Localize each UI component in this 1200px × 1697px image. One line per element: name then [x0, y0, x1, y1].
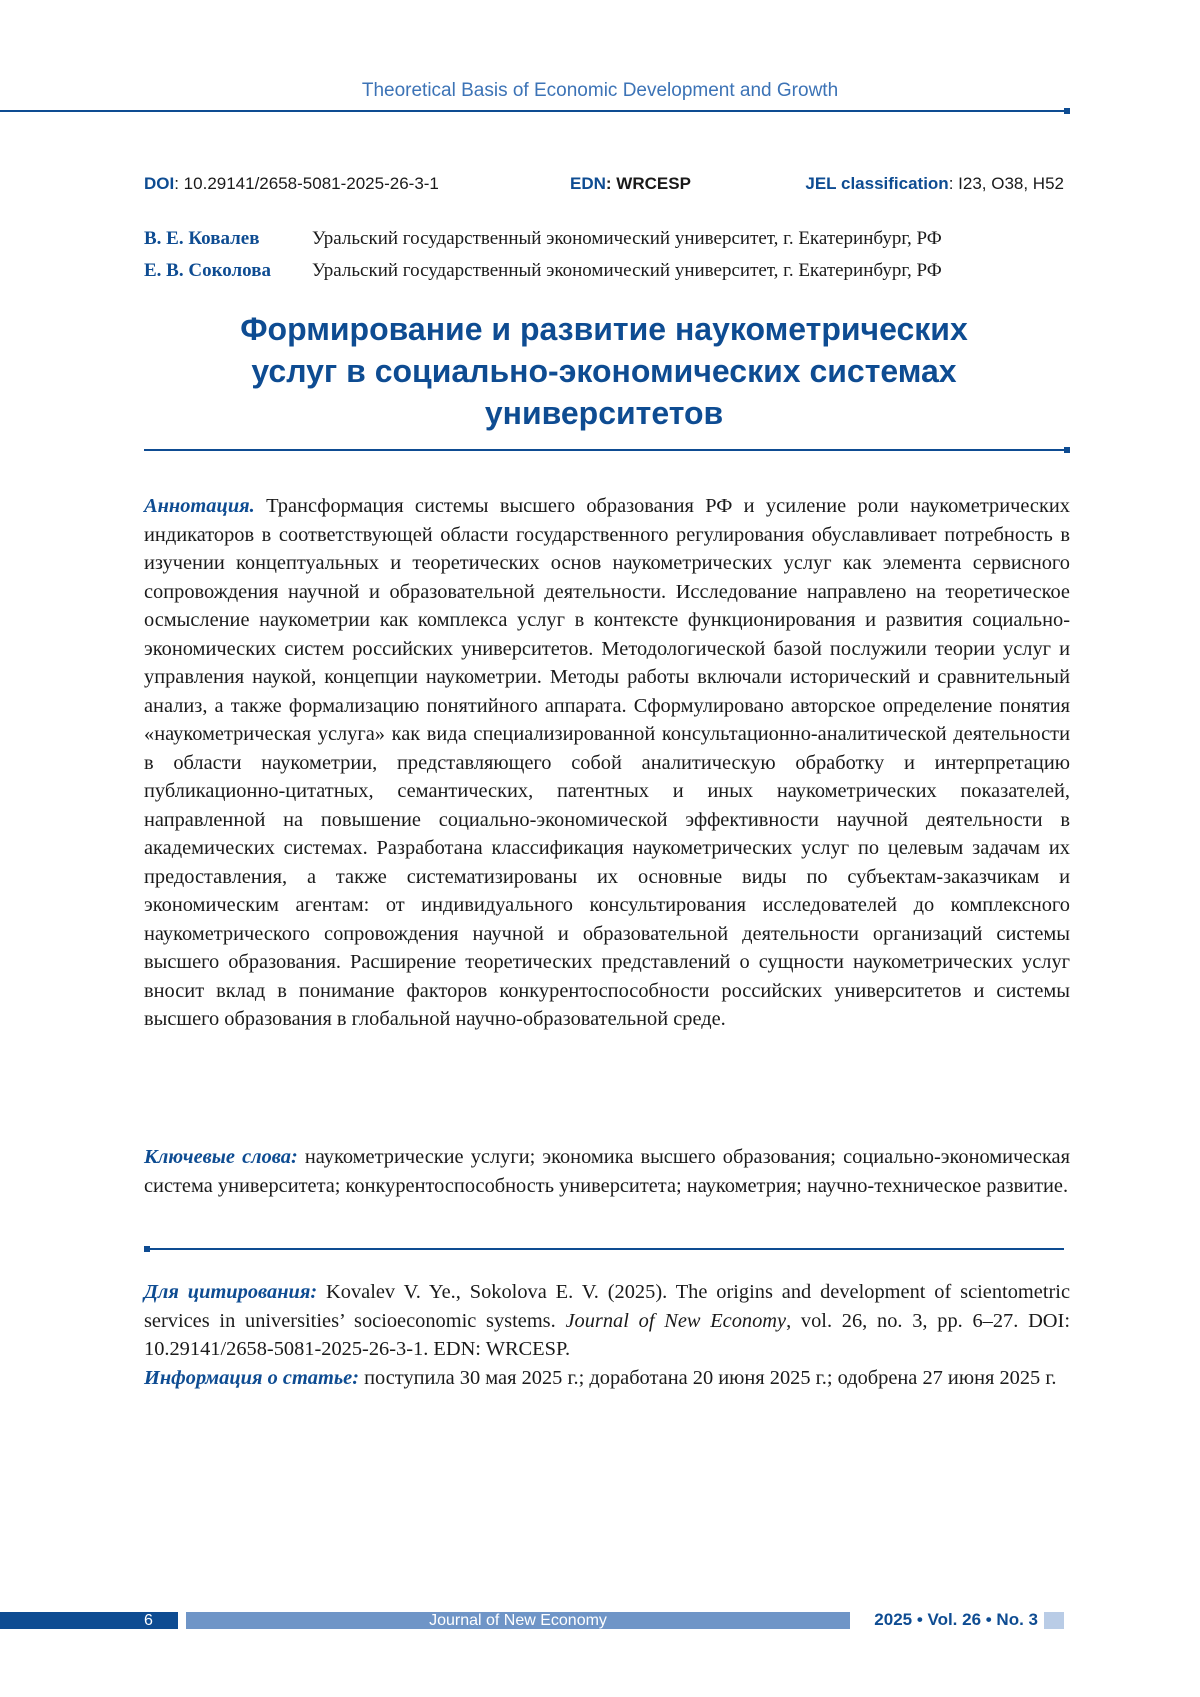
author-name: Е. В. Соколова — [144, 260, 271, 282]
author-row — [144, 228, 1064, 260]
keywords — [144, 1143, 1070, 1200]
footer-end-block — [1044, 1612, 1064, 1629]
title-rule — [144, 449, 1064, 451]
footer-page-block — [0, 1612, 178, 1629]
running-head: Theoretical Basis of Economic Development and Growth — [0, 80, 1200, 102]
header-rule — [0, 110, 1064, 112]
jel-label: JEL classification — [805, 174, 948, 193]
citation-text: Kovalev V. Ye., Sokolova E. V. (2025). The origins and development of scientometric services in universities’ socioeconomic systems. — [144, 1281, 1070, 1332]
keywords-rule — [150, 1248, 1064, 1250]
jel-value: : I23, O38, H52 — [949, 174, 1064, 193]
author-affiliation: Уральский государственный экономический университет, г. Екатеринбург, РФ — [312, 228, 942, 250]
abstract-label: Аннотация. — [144, 495, 255, 517]
doi-value: : 10.29141/2658-5081-2025-26-3-1 — [174, 174, 439, 193]
abstract-text: Трансформация системы высшего образования РФ и усиление роли наукометрических индикаторов в соответствующей области государственного регулирования обуславливает потребность в изучении концептуальных и теоретических основ наукометрических услуг как элемента сервисного сопровождения научной и образовательной деятельности. Исследование направлено на теоретическое осмысление наукометрии как комплекса услуг в контексте функционирования и развития социально-экономических систем российских университетов. Методологической базой послужили теории услуг и управления наукой, концепции наукометрии. Методы работы включали исторический и сравнительный анализ, а также формализацию понятийного аппарата. Сформулировано авторское определение понятия «наукометрическая услуга» как вида специализированной консультационно-аналитической деятельности в области наукометрии, представляющего собой аналитическую обработку и интерпретацию публикационно-цитатных, семантических, патентных и иных наукометрических показателей, направленной на повышение социально-экономической эффективности научной деятельности в академических системах. Разработана классификация наукометрических услуг по целевым задачам их предоставления, а также систематизированы их основные виды по субъектам-заказчикам и экономическим агентам: от индивидуального консультирования исследователей до комплексного наукометрического сопровождения научной и образовательной деятельности организаций системы высшего образования. Расширение теоретических представлений о сущности наукометрических услуг вносит вклад в понимание факторов конкурентоспособности российских университетов и системы высшего образования в глобальной научно-образовательной среде. — [144, 495, 1070, 1030]
author-affiliation: Уральский государственный экономический университет, г. Екатеринбург, РФ — [312, 260, 942, 282]
abstract — [144, 492, 1070, 1034]
article-info — [144, 1364, 1070, 1393]
title-line: услуг в социально-экономических системах — [144, 350, 1064, 392]
doi — [144, 174, 439, 194]
keywords-text: наукометрические услуги; экономика высшего образования; социально-экономическая система университета; конкурентоспособность университета; наукометрия; научно-техническое развитие. — [144, 1146, 1070, 1197]
title-line: Формирование и развитие наукометрических — [144, 308, 1064, 350]
edn-label: EDN — [570, 174, 606, 193]
doi-label: DOI — [144, 174, 174, 193]
footer-issue: 2025 • Vol. 26 • No. 3 — [860, 1610, 1038, 1630]
article-title — [144, 308, 1064, 434]
edn — [570, 174, 691, 194]
title-rule-end — [1064, 447, 1070, 453]
article-info-label: Информация о статье: — [144, 1367, 359, 1389]
citation-journal: Journal of New Economy — [565, 1310, 786, 1332]
citation-details: , vol. 26, no. 3, pp. 6–27. DOI: 10.29141/2658-5081-2025-26-3-1. EDN: WRCESP. — [144, 1310, 1070, 1361]
article-info-text: поступила 30 мая 2025 г.; доработана 20 июня 2025 г.; одобрена 27 июня 2025 г. — [364, 1367, 1056, 1389]
header-rule-end — [1064, 108, 1070, 114]
citation — [144, 1278, 1070, 1364]
footer-journal: Journal of New Economy — [186, 1612, 850, 1629]
page-number: 6 — [144, 1612, 153, 1629]
keywords-label: Ключевые слова: — [144, 1146, 298, 1168]
title-line: университетов — [144, 392, 1064, 434]
author-name: В. Е. Ковалев — [144, 228, 259, 250]
author-row — [144, 260, 1064, 292]
authors — [144, 228, 1064, 292]
jel — [805, 174, 1064, 194]
citation-label: Для цитирования: — [144, 1281, 317, 1303]
edn-value: : WRCESP — [606, 174, 691, 193]
